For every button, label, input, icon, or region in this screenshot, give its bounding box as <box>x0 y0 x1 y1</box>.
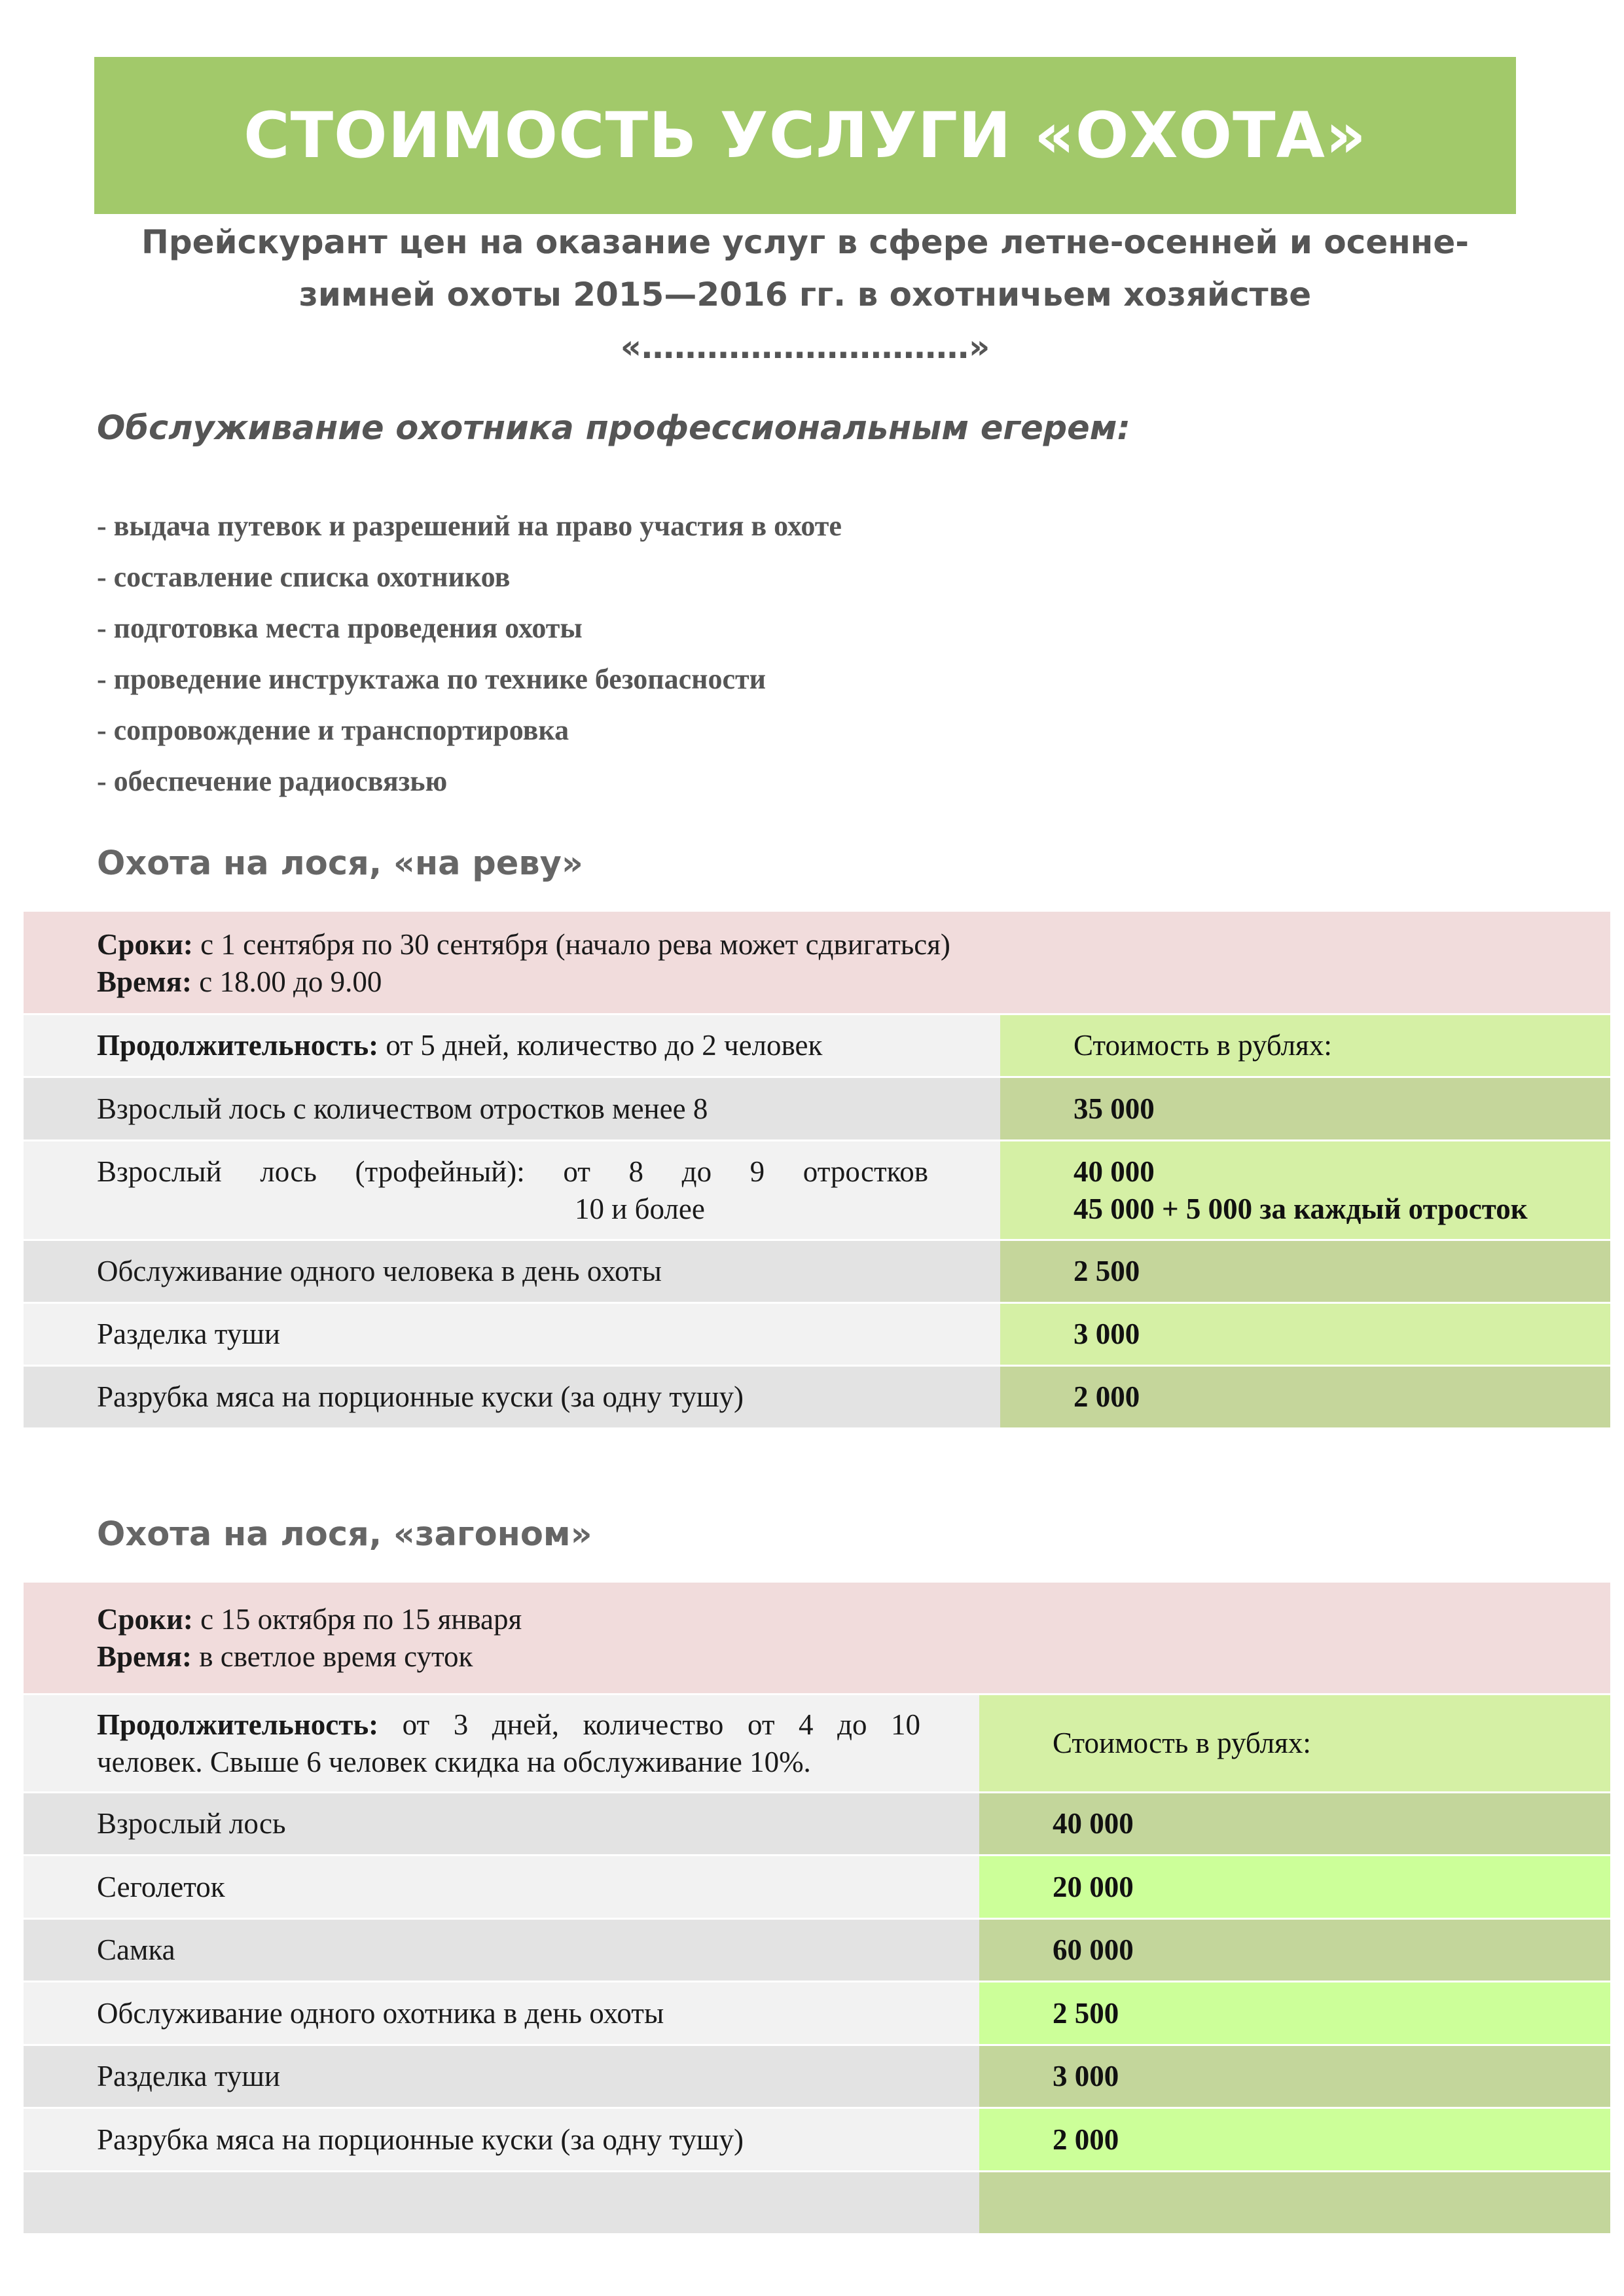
row-item: Обслуживание одного охотника в день охоты <box>24 1982 979 2044</box>
row-price: 60 000 <box>979 1920 1610 1981</box>
service-item: - выдача путевок и разрешений на право участия в охоте <box>97 510 842 542</box>
time-value: с 18.00 до 9.00 <box>192 965 382 998</box>
row-price: 3 000 <box>1000 1304 1610 1365</box>
title-banner <box>94 57 1516 214</box>
table-row <box>24 1793 1610 1856</box>
service-item: - подготовка места проведения охоты <box>97 612 583 644</box>
table-row <box>24 1304 1610 1367</box>
section1-table <box>24 912 1610 1429</box>
row-item: Разрубка мяса на порционные куски (за одну тушу) <box>24 1367 1000 1427</box>
row-item: Самка <box>24 1920 979 1981</box>
service-item: - обеспечение радиосвязью <box>97 765 448 797</box>
row-item: Взрослый лось <box>24 1793 979 1854</box>
terms-label: Сроки: <box>97 1603 193 1636</box>
section1-duration-row <box>24 1015 1610 1078</box>
terms-value: с 1 сентября по 30 сентября (начало рева может сдвигаться) <box>192 928 950 961</box>
duration-label: Продолжительность: <box>97 1029 379 1062</box>
row-item: Сеголеток <box>24 1856 979 1918</box>
subtitle-line: зимней охоты 2015—2016 гг. в охотничьем хозяйстве <box>298 276 1312 314</box>
row-price: 2 500 <box>1000 1241 1610 1302</box>
table-row <box>24 1241 1610 1304</box>
subtitle <box>94 216 1516 373</box>
section2-terms-row <box>24 1583 1610 1695</box>
service-heading: Обслуживание охотника профессиональным егерем: <box>97 409 1130 448</box>
row-price: 35 000 <box>1000 1078 1610 1139</box>
row-price: 2 500 <box>979 1982 1610 2044</box>
duration-value: от 5 дней, количество до 2 человек <box>378 1029 823 1062</box>
table-row <box>24 1920 1610 1982</box>
row-price: 40 000 <box>979 1793 1610 1854</box>
row-price: 3 000 <box>979 2046 1610 2107</box>
page-title: СТОИМОСТЬ УСЛУГИ «ОХОТА» <box>244 99 1367 172</box>
row-item: Обслуживание одного человека в день охоты <box>24 1241 1000 1302</box>
duration-value: от 3 дней, количество от 4 до 10 <box>378 1708 920 1741</box>
time-label: Время: <box>97 1640 192 1673</box>
row-item: Разрубка мяса на порционные куски (за одну тушу) <box>24 2109 979 2170</box>
row-item-cont: 10 и более <box>575 1192 705 1225</box>
row-price-cont: 45 000 + 5 000 за каждый отросток <box>1074 1192 1528 1225</box>
row-item: Разделка туши <box>24 2046 979 2107</box>
row-item: Взрослый лось (трофейный): от 8 до 9 отростков <box>97 1155 928 1188</box>
terms-value: с 15 октября по 15 января <box>192 1603 522 1636</box>
price-header: Стоимость в рублях: <box>979 1695 1610 1791</box>
subtitle-line: «…………………………» <box>620 328 990 366</box>
row-item: Разделка туши <box>24 1304 1000 1365</box>
service-item: - проведение инструктажа по технике безопасности <box>97 663 766 695</box>
row-item: Взрослый лось с количеством отростков менее 8 <box>24 1078 1000 1139</box>
section2-table <box>24 1583 1610 2235</box>
section2-title: Охота на лося, «загоном» <box>97 1515 592 1554</box>
table-row <box>24 1982 1610 2046</box>
subtitle-line: Прейскурант цен на оказание услуг в сфере летне-осенней и осенне- <box>141 223 1469 261</box>
row-price: 40 000 <box>1074 1155 1155 1188</box>
duration-value-cont: человек. Свыше 6 человек скидка на обслуживание 10%. <box>97 1745 811 1778</box>
time-label: Время: <box>97 965 192 998</box>
table-row <box>24 2109 1610 2172</box>
table-row <box>24 1856 1610 1920</box>
table-row <box>24 1141 1610 1241</box>
terms-label: Сроки: <box>97 928 193 961</box>
service-item: - составление списка охотников <box>97 561 511 593</box>
table-row <box>24 1367 1610 1429</box>
price-header: Стоимость в рублях: <box>1000 1015 1610 1076</box>
table-row <box>24 1078 1610 1141</box>
row-price: 2 000 <box>979 2109 1610 2170</box>
time-value: в светлое время суток <box>192 1640 473 1673</box>
service-item: - сопровождение и транспортировка <box>97 714 569 746</box>
section1-title: Охота на лося, «на реву» <box>97 844 583 883</box>
section2-duration-row <box>24 1695 1610 1793</box>
row-price: 2 000 <box>1000 1367 1610 1427</box>
row-price: 20 000 <box>979 1856 1610 1918</box>
section1-terms-row <box>24 912 1610 1015</box>
table-row <box>24 2046 1610 2109</box>
duration-label: Продолжительность: <box>97 1708 379 1741</box>
table-row-empty <box>24 2172 1610 2235</box>
services-list <box>97 501 842 807</box>
